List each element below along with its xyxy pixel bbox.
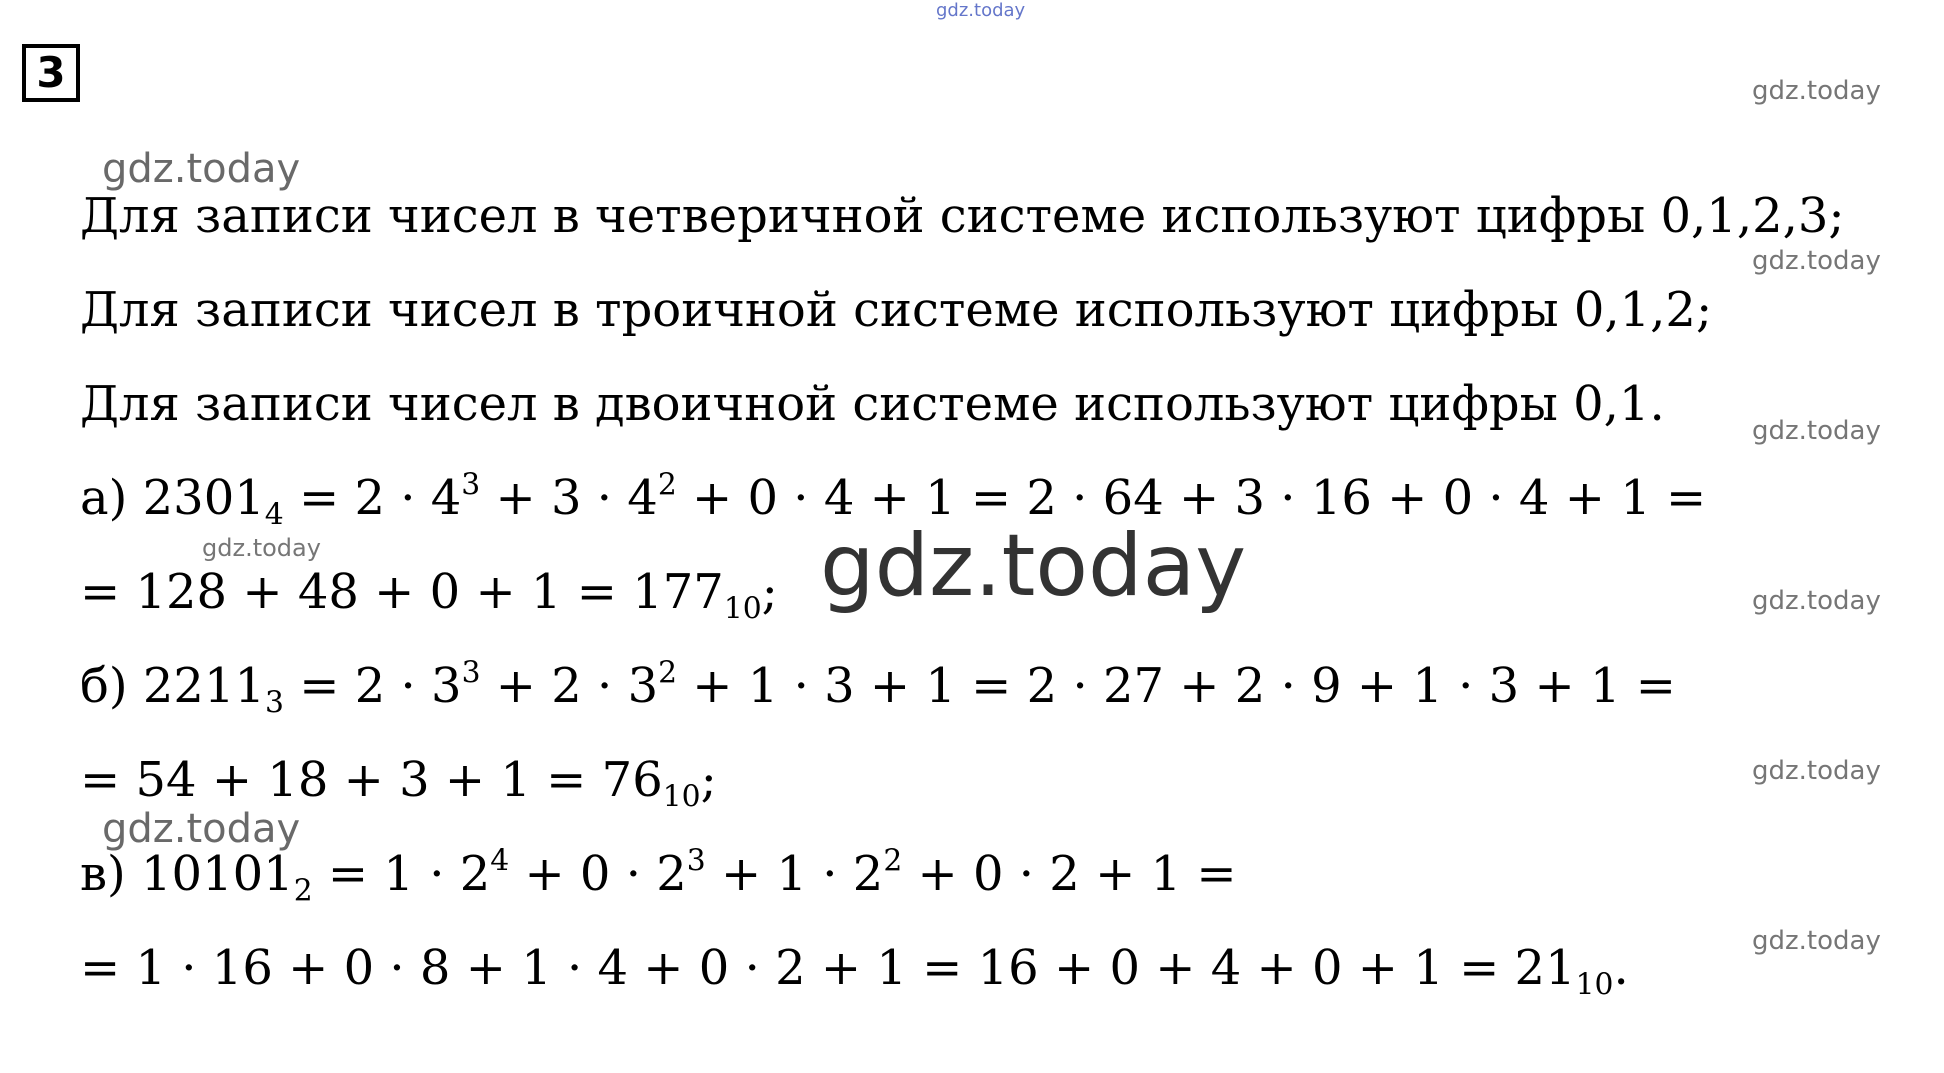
solution-c-line-1 — [80, 843, 1237, 909]
solution-b-base: 3 — [265, 685, 284, 721]
solution-a-exp-1: 3 — [461, 467, 481, 503]
solution-b-label: б) — [80, 658, 128, 714]
solution-a-number: 2301 — [142, 470, 265, 526]
solution-b-line-2 — [80, 750, 717, 815]
solution-c-result: = 1 · 16 + 0 · 8 + 1 · 4 + 0 · 2 + 1 = 16 + 0 + 4 + 0 + 1 = 21 — [80, 940, 1576, 996]
solution-b-expr-1: = 2 · 3 — [283, 658, 462, 714]
task-number-box: 3 — [22, 44, 80, 102]
solution-c-end: . — [1613, 940, 1629, 996]
solution-b-end: ; — [700, 752, 717, 808]
solution-a-exp-2: 2 — [657, 467, 677, 503]
solution-c-exp-1: 4 — [490, 843, 510, 879]
solution-a-expr-1: = 2 · 4 — [283, 470, 462, 526]
watermark-right-3: gdz.today — [1752, 416, 1881, 446]
solution-b-result-base: 10 — [662, 779, 701, 815]
solution-c-result-base: 10 — [1575, 967, 1614, 1003]
solution-a-expr-2: + 3 · 4 — [480, 470, 658, 526]
solution-a-line-2 — [80, 562, 778, 627]
solution-c-exp-3: 2 — [883, 843, 903, 879]
watermark-left-1: gdz.today — [102, 146, 301, 192]
solution-c-base: 2 — [293, 873, 313, 909]
solution-b-exp-1: 3 — [461, 655, 481, 691]
watermark-right-5: gdz.today — [1752, 756, 1881, 786]
watermark-large: gdz.today — [820, 516, 1247, 616]
solution-c-line-2 — [80, 938, 1629, 1003]
solution-c-exp-2: 3 — [686, 843, 706, 879]
solution-b-exp-2: 2 — [658, 655, 678, 691]
solution-a-result: = 128 + 48 + 0 + 1 = 177 — [80, 564, 724, 620]
solution-c-expr-4: + 0 · 2 + 1 = — [902, 846, 1237, 902]
watermark-right-4: gdz.today — [1752, 586, 1881, 616]
paragraph-quaternary: Для записи чисел в четверичной системе используют цифры 0,1,2,3; — [80, 188, 1845, 244]
watermark-left-3: gdz.today — [102, 806, 301, 852]
watermark-top: gdz.today — [936, 0, 1026, 21]
solution-a-base: 4 — [264, 497, 284, 533]
watermark-right-6: gdz.today — [1752, 926, 1881, 956]
solution-a-expr-3: + 0 · 4 + 1 = 2 · 64 + 3 · 16 + 0 · 4 + 1 = — [676, 470, 1707, 526]
paragraph-ternary: Для записи чисел в троичной системе используют цифры 0,1,2; — [80, 282, 1713, 338]
solution-a-label: а) — [80, 470, 128, 526]
solution-b-expr-3: + 1 · 3 + 1 = 2 · 27 + 2 · 9 + 1 · 3 + 1 = — [677, 658, 1676, 714]
solution-b-number: 2211 — [142, 658, 266, 714]
paragraph-binary: Для записи чисел в двоичной системе используют цифры 0,1. — [80, 376, 1665, 432]
solution-b-expr-2: + 2 · 3 — [480, 658, 659, 714]
solution-a-end: ; — [761, 564, 778, 620]
solution-c-expr-3: + 1 · 2 — [705, 846, 884, 902]
solution-c-expr-2: + 0 · 2 — [509, 846, 687, 902]
solution-b-result: = 54 + 18 + 3 + 1 = 76 — [80, 752, 663, 808]
solution-c-expr-1: = 1 · 2 — [312, 846, 491, 902]
solution-a-result-base: 10 — [723, 591, 762, 627]
watermark-left-2: gdz.today — [202, 534, 321, 562]
watermark-right-2: gdz.today — [1752, 246, 1881, 276]
solution-c-number: 10101 — [141, 846, 294, 902]
watermark-right-1: gdz.today — [1752, 76, 1881, 106]
solution-c-label: в) — [80, 846, 126, 902]
solution-b-line-1 — [80, 655, 1676, 721]
